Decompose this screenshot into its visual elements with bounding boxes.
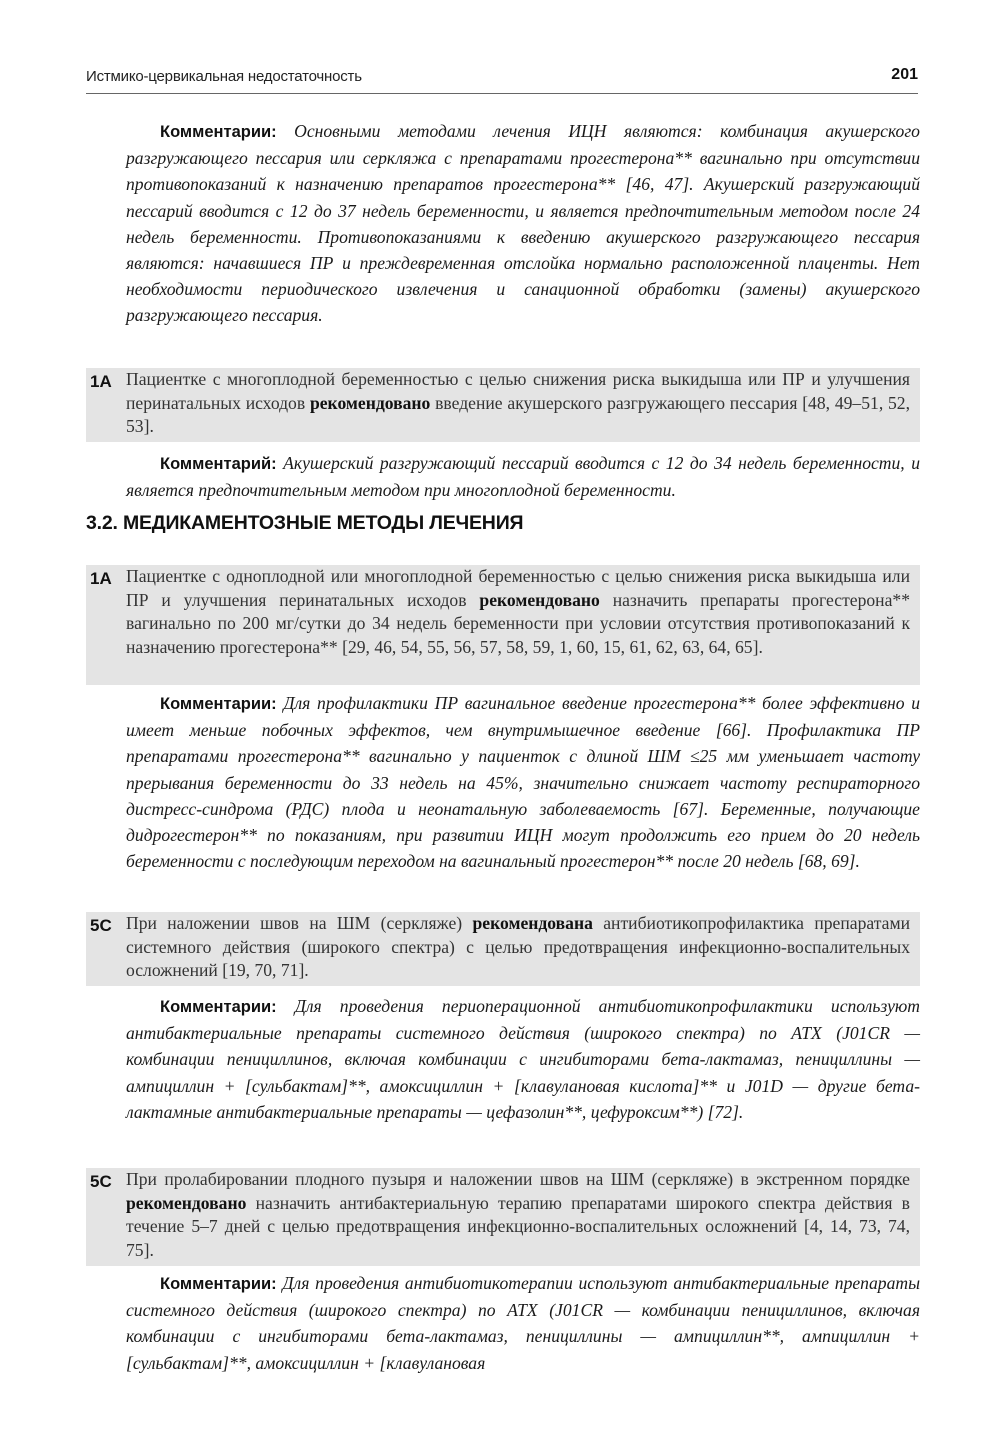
header-divider: [86, 93, 918, 94]
evidence-grade-badge: 1А: [90, 569, 112, 588]
recommendation-text: При наложении швов на ШМ (серкляже) рекомендована антибиотикопрофилактика препаратами системного действия (широкого спектра) с целью предотвращения инфекционно-воспалительных осложнений [19, 70, 71].: [126, 913, 910, 980]
comment-text: Для проведения антибиотикотерапии используют антибактериальные препараты системного действия (широкого спектра) по АТХ (J01CR — комбинации пенициллинов, включая комбинации с ингибиторами бета-лактамаз, пенициллины — ампициллин**, ампициллин + [сульбактам]**, амоксициллин + [клавулановая: [126, 1273, 920, 1373]
comment-label: Комментарии:: [160, 695, 277, 713]
evidence-grade-badge: 1А: [90, 372, 112, 391]
comment-block: [126, 450, 920, 503]
running-header: [86, 66, 918, 88]
comment-label: Комментарий:: [160, 455, 277, 473]
comment-text: Для проведения периоперационной антибиотикопрофилактики используют антибактериальные препараты системного действия (широкого спектра) по АТХ (J01CR — комбинации пенициллинов, включая комбинации с ингибиторами бета-лактамаз, пенициллины — ампициллин + [сульбактам]**, амоксициллин + [клавулановая кислота]** и J01D — другие бета-лактамные антибактериальные препараты — цефазолин**, цефуроксим**) [72].: [126, 996, 920, 1122]
comment-block: [126, 690, 920, 874]
recommendation-keyword: рекомендовано: [126, 1192, 247, 1213]
comment-text: Основными методами лечения ИЦН являются: комбинация акушерского разгружающего пессария или серкляжа с препаратами прогестерона** вагинально при отсутствии противопоказаний к назначению препаратов прогестерона** [46, 47]. Акушерский разгружающий пессарий вводится с 12 до 37 недель беременности, и является предпочтительным методом после 24 недель беременности. Противопоказаниями к введению акушерского разгружающего пессария являются: начавшиеся ПР и преждевременная отслойка нормально расположенной плаценты. Нет необходимости периодического извлечения и санационной обработки (замены) акушерского разгружающего пессария.: [126, 121, 920, 326]
recommendation-box: [86, 565, 920, 685]
recommendation-box: [86, 368, 920, 442]
recommendation-keyword: рекомендована: [472, 913, 593, 933]
comment-block: [126, 993, 920, 1125]
recommendation-text: Пациентке с одноплодной или многоплодной беременностью с целью снижения риска выкидыша или ПР и улучшения перинатальных исходов рекомендовано назначить препараты прогестерона** вагинально по 200 мг/сутки до 34 недель беременности при условии отсутствия противопоказаний к назначению прогестерона** [29, 46, 54, 55, 56, 57, 58, 59, 1, 60, 15, 61, 62, 63, 64, 65].: [126, 566, 910, 657]
comment-text: Акушерский разгружающий пессарий вводится с 12 до 34 недель беременности, и является предпочтительным методом при многоплодной беременности.: [126, 453, 920, 501]
running-title: Истмико-цервикальная недостаточность: [86, 68, 362, 85]
section-heading: 3.2. МЕДИКАМЕНТОЗНЫЕ МЕТОДЫ ЛЕЧЕНИЯ: [86, 512, 524, 534]
recommendation-box: [86, 912, 920, 986]
comment-label: Комментарии:: [160, 998, 277, 1016]
recommendation-box: [86, 1168, 920, 1266]
comment-text: Для профилактики ПР вагинальное введение прогестерона** более эффективно и имеет меньше побочных эффектов, чем внутримышечное введение [66]. Профилактика ПР препаратами прогестерона** вагинально у пациенток с длиной ШМ ≤25 мм уменьшает частоту прерывания беременности до 33 недель на 45%, значительно снижает частоту респираторного дистресс-синдрома (РДС) плода и неонатальную заболеваемость [67]. Беременные, получающие дидрогестерон** по показаниям, при развитии ИЦН могут продолжить его прием до 20 недель беременности с последующим переходом на вагинальный прогестерон** после 20 недель [68, 69].: [126, 693, 920, 872]
comment-label: Комментарии:: [160, 123, 277, 141]
comment-block: [126, 118, 920, 329]
evidence-grade-badge: 5С: [90, 1172, 112, 1191]
recommendation-text: При пролабировании плодного пузыря и наложении швов на ШМ (серкляже) в экстренном порядке рекомендовано назначить антибактериальную терапию препаратами широкого спектра действия в течение 5–7 дней с целью предотвращения инфекционно-воспалительных осложнений [4, 14, 73, 74, 75].: [126, 1169, 910, 1260]
recommendation-text: Пациентке с многоплодной беременностью с целью снижения риска выкидыша или ПР и улучшения перинатальных исходов рекомендовано введение акушерского разгружающего пессария [48, 49–51, 52, 53].: [126, 369, 911, 436]
recommendation-keyword: рекомендовано: [309, 392, 431, 413]
evidence-grade-badge: 5С: [90, 916, 112, 935]
page-number: 201: [891, 66, 918, 83]
recommendation-keyword: рекомендовано: [479, 589, 600, 610]
comment-label: Комментарии:: [160, 1275, 277, 1293]
comment-block: [126, 1270, 920, 1376]
